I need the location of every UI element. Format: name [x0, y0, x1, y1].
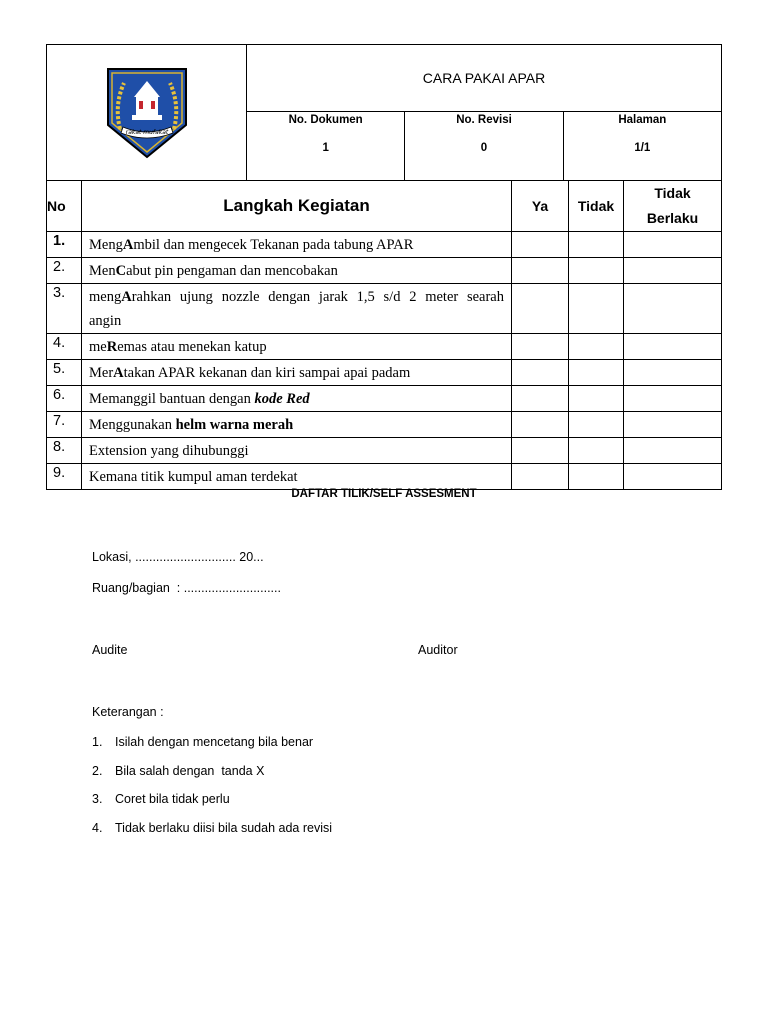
ya-cell[interactable]: [512, 386, 569, 412]
tidak-berlaku-cell[interactable]: [624, 232, 722, 258]
step-text: Kemana titik kumpul aman terdekat: [82, 464, 512, 490]
row-number: 8.: [47, 438, 82, 464]
col-ya: Ya: [512, 181, 569, 232]
table-row: [47, 438, 722, 464]
note-item: 4. Tidak berlaku diisi bila sudah ada revisi: [92, 821, 333, 835]
ya-cell[interactable]: [512, 232, 569, 258]
table-row: [47, 464, 722, 490]
row-number: 5.: [47, 360, 82, 386]
meta-halaman: [563, 112, 721, 181]
meta-value: 1: [322, 142, 329, 154]
step-text: Memanggil bantuan dengan kode Red: [82, 386, 512, 412]
row-number: 1.: [47, 232, 82, 258]
lokasi-line: Lokasi, ............................. 20...: [92, 550, 264, 564]
tidak-cell[interactable]: [569, 360, 624, 386]
table-row: [47, 284, 722, 334]
tidak-cell[interactable]: [569, 386, 624, 412]
table-row: [47, 334, 722, 360]
checklist-table: [46, 180, 722, 490]
document-title: CARA PAKAI APAR: [247, 45, 722, 112]
ya-cell[interactable]: [512, 284, 569, 334]
row-number: 3.: [47, 284, 82, 334]
row-number: 2.: [47, 258, 82, 284]
ya-cell[interactable]: [512, 464, 569, 490]
table-row: [47, 386, 722, 412]
table-row: [47, 232, 722, 258]
meta-no-revisi: [405, 112, 563, 181]
tidak-cell[interactable]: [569, 438, 624, 464]
tidak-berlaku-cell[interactable]: [624, 412, 722, 438]
keterangan-label: Keterangan :: [92, 705, 164, 719]
row-number: 9.: [47, 464, 82, 490]
audite-label: Audite: [92, 643, 128, 657]
row-number: 7.: [47, 412, 82, 438]
col-no: No: [47, 181, 82, 232]
step-text: Menggunakan helm warna merah: [82, 412, 512, 438]
tidak-cell[interactable]: [569, 232, 624, 258]
step-text: Extension yang dihubunggi: [82, 438, 512, 464]
step-text: MenCabut pin pengaman dan mencobakan: [82, 258, 512, 284]
table-caption: DAFTAR TILIK/SELF ASSESMENT: [291, 488, 477, 500]
logo-cell: [47, 45, 247, 181]
meta-label: No. Revisi: [456, 114, 512, 126]
col-tidak-berlaku: Tidak Berlaku: [624, 181, 722, 232]
document-header: [46, 44, 722, 181]
tidak-cell[interactable]: [569, 258, 624, 284]
step-text: mengArahkan ujung nozzle dengan jarak 1,5 s/d 2 meter searah angin: [82, 284, 512, 334]
table-header-row: [47, 181, 722, 232]
table-row: [47, 360, 722, 386]
table-row: [47, 258, 722, 284]
tidak-cell[interactable]: [569, 284, 624, 334]
tidak-berlaku-cell[interactable]: [624, 360, 722, 386]
ya-cell[interactable]: [512, 334, 569, 360]
tidak-berlaku-cell[interactable]: [624, 438, 722, 464]
tidak-berlaku-cell[interactable]: [624, 258, 722, 284]
note-item: 3. Coret bila tidak perlu: [92, 792, 230, 806]
ruang-bagian-line: Ruang/bagian : ............................: [92, 581, 281, 595]
col-langkah-kegiatan: Langkah Kegiatan: [82, 181, 512, 232]
tidak-cell[interactable]: [569, 412, 624, 438]
note-item: 1. Isilah dengan mencetang bila benar: [92, 735, 314, 749]
tidak-berlaku-cell[interactable]: [624, 284, 722, 334]
step-text: MengAmbil dan mengecek Tekanan pada tabung APAR: [82, 232, 512, 258]
emblem-logo: [106, 67, 188, 159]
tidak-berlaku-cell[interactable]: [624, 464, 722, 490]
tidak-cell[interactable]: [569, 334, 624, 360]
step-text: meRemas atau menekan katup: [82, 334, 512, 360]
col-tidak: Tidak: [569, 181, 624, 232]
ya-cell[interactable]: [512, 438, 569, 464]
tidak-berlaku-cell[interactable]: [624, 386, 722, 412]
ya-cell[interactable]: [512, 412, 569, 438]
meta-value: 1/1: [634, 142, 651, 154]
row-number: 6.: [47, 386, 82, 412]
meta-label: Halaman: [618, 114, 667, 126]
ya-cell[interactable]: [512, 258, 569, 284]
tidak-berlaku-cell[interactable]: [624, 334, 722, 360]
auditor-label: Auditor: [418, 643, 458, 657]
note-item: 2. Bila salah dengan tanda X: [92, 764, 265, 778]
meta-label: No. Dokumen: [288, 114, 363, 126]
step-text: MerAtakan APAR kekanan dan kiri sampai apai padam: [82, 360, 512, 386]
meta-value: 0: [480, 142, 488, 154]
meta-no-dokumen: [247, 112, 405, 181]
table-row: [47, 412, 722, 438]
ya-cell[interactable]: [512, 360, 569, 386]
row-number: 4.: [47, 334, 82, 360]
tidak-cell[interactable]: [569, 464, 624, 490]
logo-motto: rakat mufakat: [125, 128, 168, 136]
